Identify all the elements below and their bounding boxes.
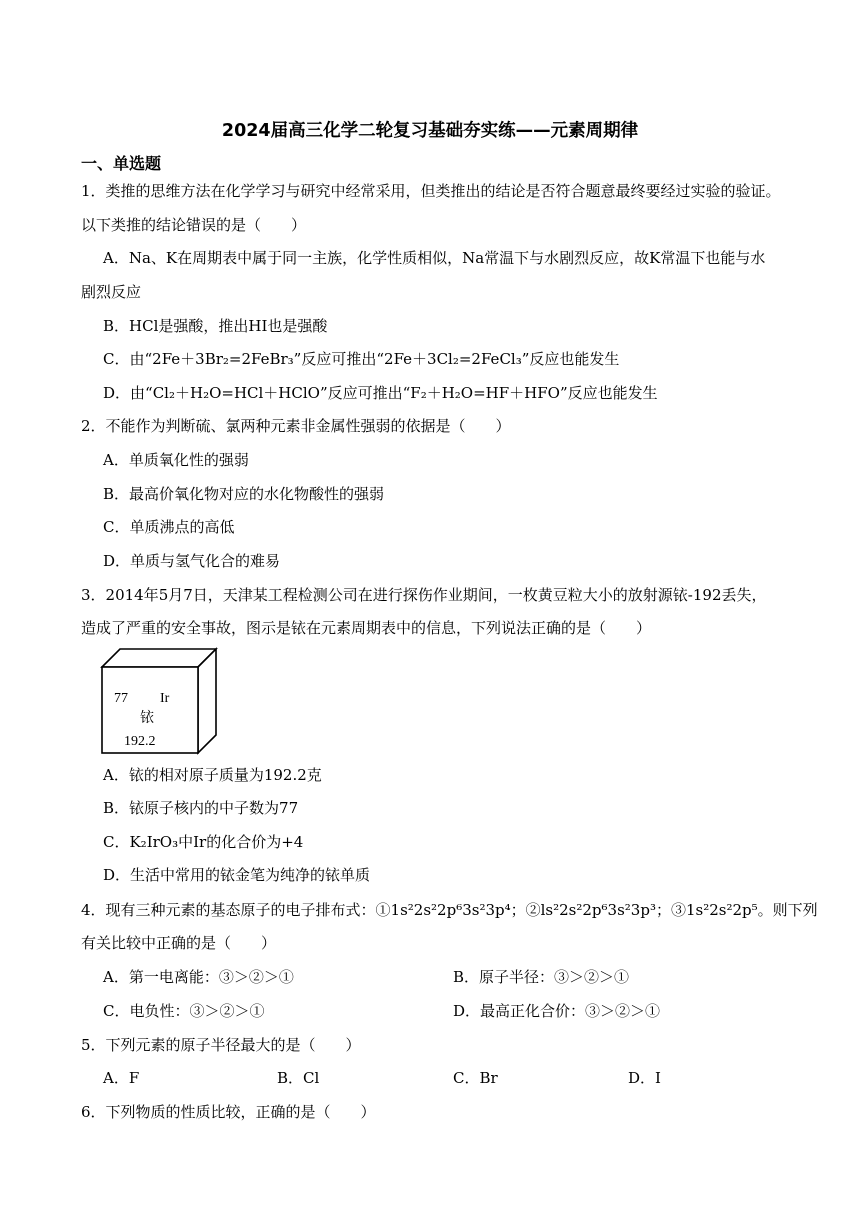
q3-stem-line1: 3．2014年5月7日，天津某工程检测公司在进行探伤作业期间，一枚黄豆粒大小的放射源铱-192丢失， (81, 586, 767, 604)
q1-option-d: D．由“Cl₂＋H₂O=HCl＋HClO”反应可推出“F₂＋H₂O=HF＋HFO”反应也能发生 (103, 384, 658, 402)
q4-stem-line1: 4．现有三种元素的基态原子的电子排布式：①1s²2s²2p⁶3s²3p⁴；②ls²2s²2p⁶3s²3p³；③1s²2s²2p⁵。则下列 (81, 901, 818, 919)
cube-side-face (198, 649, 216, 753)
q4-option-a: A．第一电离能：③＞②＞① (103, 968, 294, 986)
q5-option-c: C．Br (453, 1069, 498, 1087)
document-title: 2024届高三化学二轮复习基础夯实练——元素周期律 (221, 121, 639, 141)
q3-option-c: C．K₂IrO₃中Ir的化合价为+4 (103, 833, 304, 851)
atomic-mass: 192.2 (124, 734, 156, 749)
q2-option-c: C．单质沸点的高低 (103, 518, 235, 536)
q2-option-d: D．单质与氢气化合的难易 (103, 552, 281, 570)
q1-option-a-line1: A．Na、K在周期表中属于同一主族，化学性质相似，Na常温下与水剧烈反应，故K常温下也能与水 (103, 249, 766, 267)
q1-option-a-line2: 剧烈反应 (81, 283, 142, 301)
cube-top-face (102, 649, 216, 667)
section-heading: 一、单选题 (81, 154, 162, 173)
q1-stem-line1: 1．类推的思维方法在化学学习与研究中经常采用，但类推出的结论是否符合题意最终要经过实验的验证。 (81, 182, 781, 200)
q6-stem: 6．下列物质的性质比较，正确的是（ ） (81, 1103, 376, 1121)
q2-option-b: B．最高价氧化物对应的水化物酸性的强弱 (103, 485, 385, 503)
atomic-number: 77 (114, 691, 128, 706)
q5-option-a: A．F (103, 1069, 140, 1087)
q5-option-b: B．Cl (277, 1069, 320, 1087)
q3-option-b: B．铱原子核内的中子数为77 (103, 799, 299, 817)
q2-option-a: A．单质氧化性的强弱 (103, 451, 249, 469)
element-name: 铱 (140, 710, 154, 726)
q3-stem-line2: 造成了严重的安全事故，图示是铱在元素周期表中的信息，下列说法正确的是（ ） (81, 619, 652, 637)
q5-stem: 5．下列元素的原子半径最大的是（ ） (81, 1036, 361, 1054)
q1-option-b: B．HCl是强酸，推出HI也是强酸 (103, 317, 328, 335)
q5-option-d: D．I (628, 1069, 661, 1087)
q3-option-d: D．生活中常用的铱金笔为纯净的铱单质 (103, 866, 371, 884)
q4-option-b: B．原子半径：③＞②＞① (453, 968, 630, 986)
q4-option-c: C．电负性：③＞②＞① (103, 1002, 265, 1020)
element-symbol: Ir (160, 691, 170, 706)
q2-stem: 2．不能作为判断硫、氯两种元素非金属性强弱的依据是（ ） (81, 417, 511, 435)
q4-option-d: D．最高正化合价：③＞②＞① (453, 1002, 661, 1020)
q1-option-c: C．由“2Fe＋3Br₂=2FeBr₃”反应可推出“2Fe＋3Cl₂=2FeCl₃”反应也能发生 (103, 350, 620, 368)
q4-stem-line2: 有关比较中正确的是（ ） (81, 934, 277, 952)
q1-stem-line2: 以下类推的结论错误的是（ ） (81, 216, 307, 234)
iridium-element-figure (100, 645, 220, 759)
q3-option-a: A．铱的相对原子质量为192.2克 (103, 766, 322, 784)
